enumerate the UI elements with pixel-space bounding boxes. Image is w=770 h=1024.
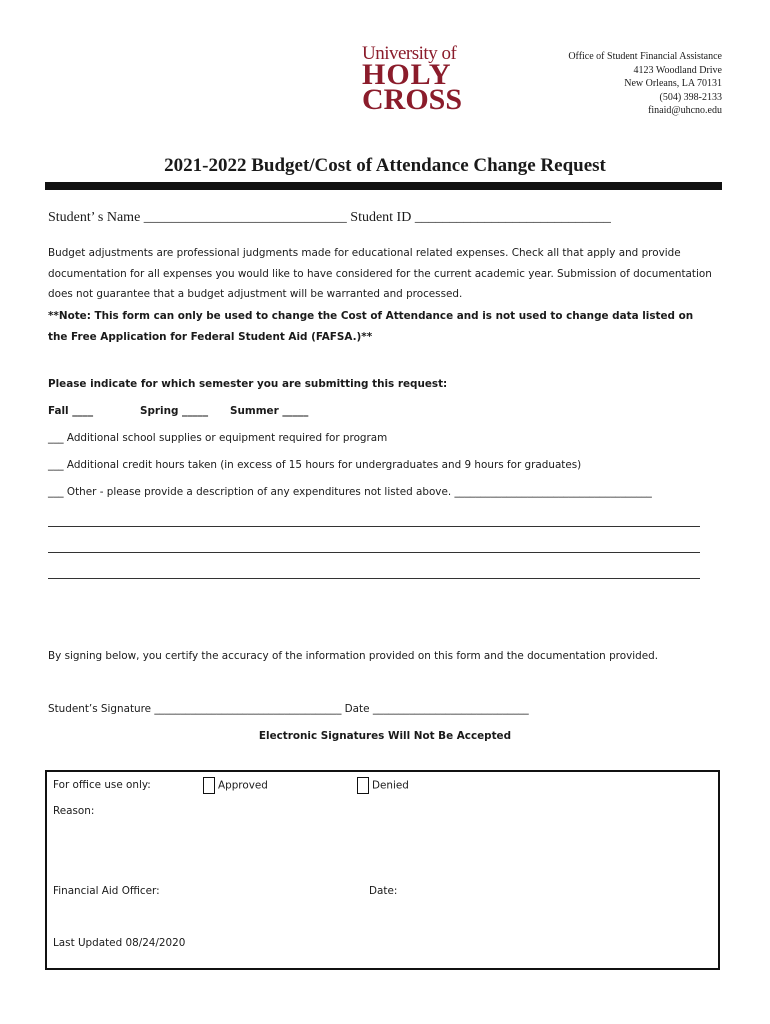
approved-option[interactable] (203, 777, 268, 794)
description-line-3[interactable] (48, 578, 700, 579)
office-city: New Orleans, LA 70131 (624, 78, 722, 89)
logo-line-university: University of (362, 43, 457, 64)
electronic-signature-notice: Electronic Signatures Will Not Be Accepted (258, 730, 512, 742)
student-name-id-line[interactable]: Student’ s Name _____________________________ Student ID ____________________________ (48, 210, 611, 225)
office-date-label: Date: (369, 885, 398, 897)
logo-line-holy: HOLY (362, 58, 452, 91)
office-email: finaid@uhcno.edu (648, 105, 722, 116)
office-name: Office of Student Financial Assistance (568, 51, 722, 62)
denied-label: Denied (372, 779, 409, 792)
fafsa-note: **Note: This form can only be used to change the Cost of Attendance and is not used to change data listed on the Free Application for Federal Student Aid (FAFSA.)** (48, 310, 694, 343)
office-use-box (45, 770, 720, 970)
description-line-1[interactable] (48, 526, 700, 527)
description-line-2[interactable] (48, 552, 700, 553)
option-other[interactable]: ___ Other - please provide a description of any expenditures not listed above. ______________________________________ (48, 486, 652, 498)
signature-date-line[interactable]: Student’s Signature ____________________________________ Date ______________________________ (48, 703, 529, 715)
office-phone: (504) 398-2133 (659, 91, 722, 103)
option-credit-hours[interactable]: ___ Additional credit hours taken (in excess of 15 hours for undergraduates and 9 hours for graduates) (48, 459, 582, 471)
last-updated: Last Updated 08/24/2020 (53, 937, 186, 949)
office-street: 4123 Woodland Drive (633, 64, 722, 76)
logo-line-cross: CROSS (362, 83, 463, 116)
intro-paragraph: Budget adjustments are professional judgments made for educational related expenses. Check all that apply and provide documentation for all expenses you would like to have considered for the current academic year. Submission of documentation does not guarantee that a budget adjustment will be warranted and processed. (48, 247, 712, 300)
approved-label: Approved (218, 779, 268, 792)
semester-question: Please indicate for which semester you are submitting this request: (48, 378, 448, 390)
denied-checkbox[interactable] (357, 777, 369, 794)
approved-checkbox[interactable] (203, 777, 215, 794)
officer-label: Financial Aid Officer: (53, 885, 160, 897)
title-rule (45, 182, 722, 190)
denied-option[interactable] (357, 777, 409, 794)
office-use-label: For office use only: (53, 779, 151, 791)
summer-semester-field[interactable]: Summer _____ (230, 405, 309, 417)
spring-semester-field[interactable]: Spring _____ (140, 405, 209, 417)
fall-semester-field[interactable]: Fall ____ (48, 405, 94, 417)
reason-label: Reason: (53, 805, 95, 817)
office-address (568, 50, 722, 118)
option-supplies[interactable]: ___ Additional school supplies or equipment required for program (48, 432, 388, 444)
certification-statement: By signing below, you certify the accuracy of the information provided on this form and the documentation provided. (48, 650, 658, 662)
form-title: 2021-2022 Budget/Cost of Attendance Change Request (164, 155, 606, 176)
university-logo (362, 43, 463, 116)
